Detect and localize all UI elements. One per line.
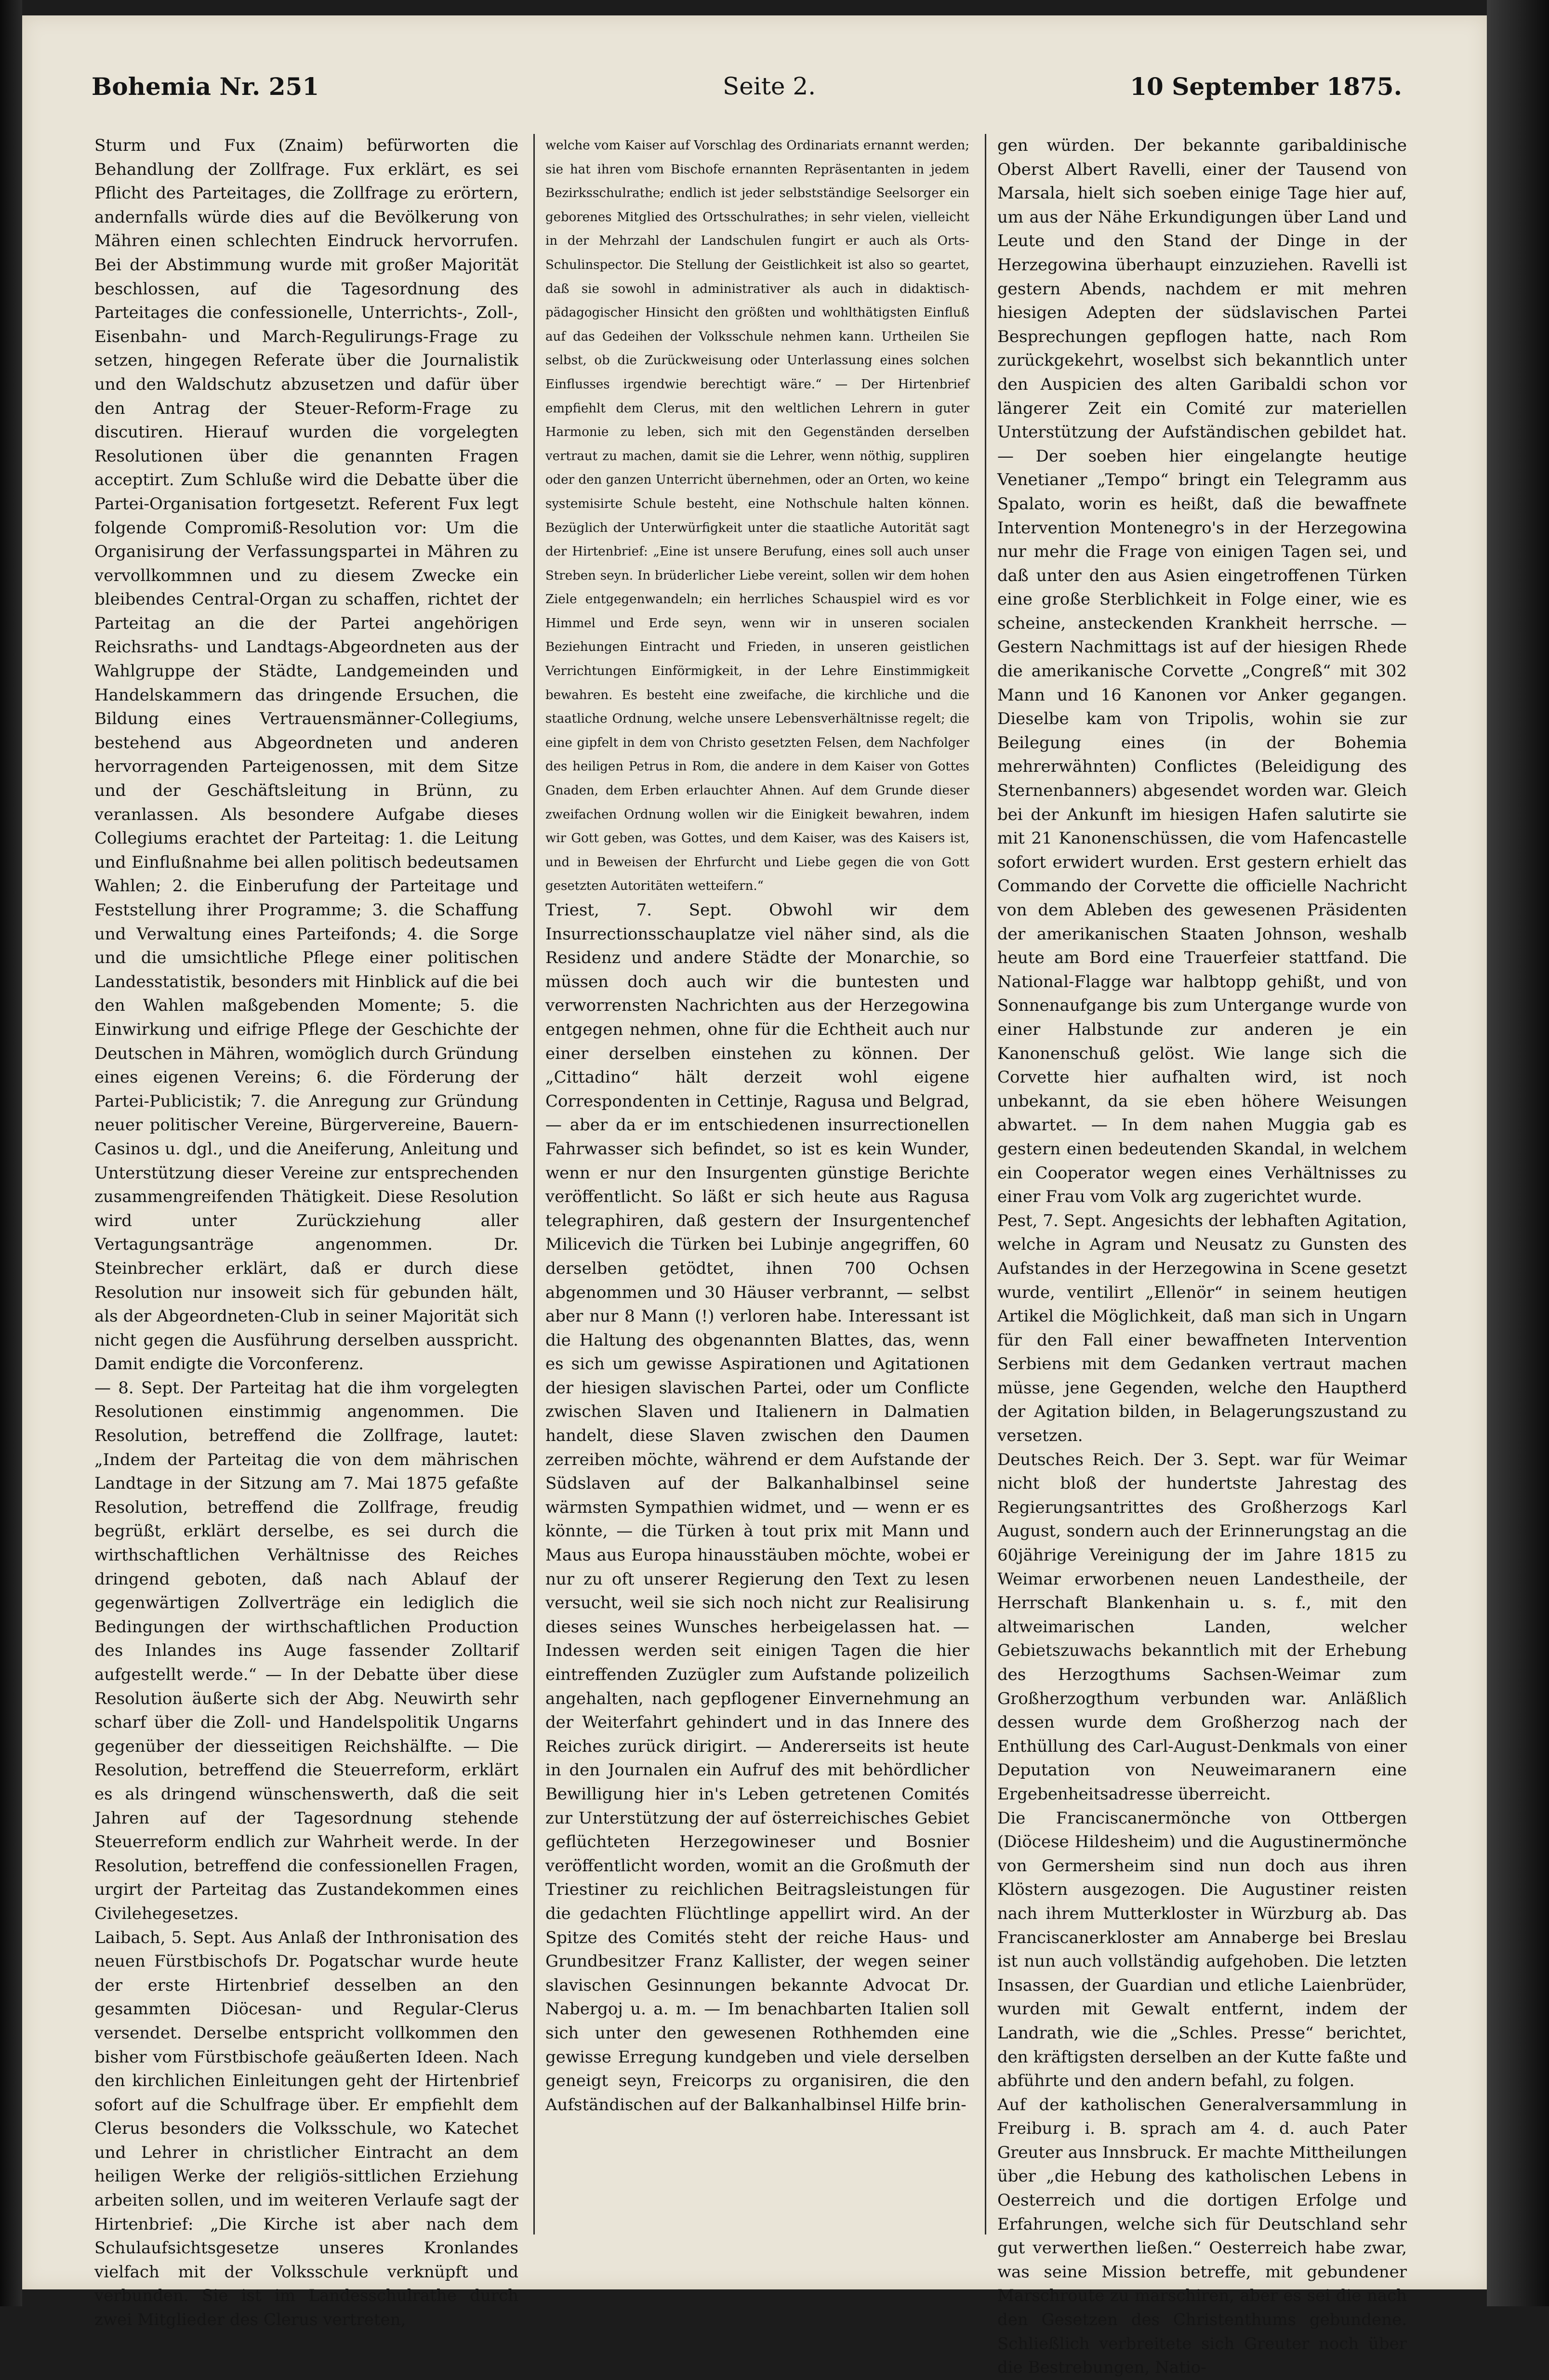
article-paragraph: Die Franciscanermönche von Ottbergen (Diöcese Hildesheim) und die Augustinermönche von Germersheim sind nun doch aus ihren Klöstern ausgezogen. Die Augustiner reisten nach ihrem Mutterkloster in Würzburg ab. Das Franciscanerkloster am Annaberge bei Breslau ist nun auch vollständig aufgehoben. Die letzten Insassen, der Guardian und etliche Laienbrüder, wurden mit Gewalt entfernt, indem der Landrath, wie die „Schles. Presse“ berichtet, den kräftigsten derselben an der Kutte faßte und abführte und den andern befahl, zu folgen. (997, 1808, 1407, 2091)
column-rule (985, 134, 986, 2235)
column-3 (997, 134, 1407, 2378)
article-paragraph: — 8. Sept. Der Parteitag hat die ihm vorgelegten Resolutionen einstimmig angenommen. Die Resolution, betreffend die Zollfrage, lautet: „Indem der Parteitag die von dem mährischen Landtage in der Sitzung am 7. Mai 1875 gefaßte Resolution, betreffend die Zollfrage, freudig begrüßt, erklärt derselbe, es sei durch die wirthschaftlichen Verhältnisse des Reiches dringend geboten, daß nach Ablauf der gegenwärtigen Zollverträge ein lediglich die Bedingungen der wirthschaftlichen Production des Inlandes ins Auge fassender Zolltarif aufgestellt werde.“ — In der Debatte über diese Resolution äußerte sich der Abg. Neuwirth sehr scharf über die Zoll- und Handelspolitik Ungarns gegenüber der diesseitigen Reichshälfte. — Die Resolution, betreffend die Steuerreform, erklärt es als dringend wünschenswerth, daß die seit Jahren auf der Tagesordnung stehende Steuerreform endlich zur Wahrheit werde. In der Resolution, betreffend die confessionellen Fragen, urgirt der Parteitag das Zustandekommen eines Civilehegesetzes. (94, 1378, 518, 1923)
issue-date: 10 September 1875. (1130, 72, 1402, 101)
article-paragraph: gen würden. Der bekannte garibaldinische Oberst Albert Ravelli, einer der Tausend von Marsala, hielt sich soeben einige Tage hier auf, um aus der Nähe Erkundigungen über Land und Leute und den Stand der Dinge in der Herzegowina überhaupt einzuziehen. Ravelli ist gestern Abends, nachdem er mit mehren hiesigen Adepten der südslavischen Partei Besprechungen gepflogen hatte, nach Rom zurückgekehrt, woselbst sich bekanntlich unter den Auspicien des alten Garibaldi schon vor längerer Zeit ein Comité zur materiellen Unterstützung der Aufständischen gebildet hat. — Der soeben hier eingelangte heutige Venetianer „Tempo“ bringt ein Telegramm aus Spalato, worin es heißt, daß die bewaffnete Intervention Montenegro's in der Herzegowina nur mehr die Frage von einigen Tagen sei, und daß unter den aus Asien eingetroffenen Türken eine große Sterblichkeit in Folge einer, wie es scheine, ansteckenden Krankheit herrsche. — Gestern Nachmittags ist auf der hiesigen Rhede die amerikanische Corvette „Congreß“ mit 302 Mann und 16 Kanonen vor Anker gegangen. Dieselbe kam von Tripolis, wohin sie zur Beilegung eines (in der Bohemia mehrerwähnten) Conflictes (Beleidigung des Sternenbanners) abgesendet worden war. Gleich bei der Ankunft im hiesigen Hafen salutirte sie mit 21 Kanonenschüssen, die vom Hafencastelle sofort erwidert wurden. Erst gestern erhielt das Commando der Corvette die officielle Nachricht von dem Ableben des gewesenen Präsidenten der amerikanischen Staaten Johnson, weshalb heute am Bord eine Trauerfeier stattfand. Die National-Flagge war halbtopp gehißt, und von Sonnenaufgange bis zum Untergange wurde von einer Halbstunde zur anderen je ein Kanonenschuß gelöst. Wie lange sich die Corvette hier aufhalten wird, ist noch unbekannt, da sie eben höhere Weisungen abwartet. — In dem nahen Muggia gab es gestern einen bedeutenden Skandal, in welchem ein Cooperator wegen eines Verhältnisses zu einer Frau vom Volk arg zugerichtet wurde. (997, 136, 1407, 1207)
article-paragraph: Sturm und Fux (Znaim) befürworten die Behandlung der Zollfrage. Fux erklärt, es sei Pflicht des Parteitages, die Zollfrage zu erörtern, andernfalls würde dies auf die Bevölkerung von Mähren einen schlechten Eindruck hervorrufen. Bei der Abstimmung wurde mit großer Majorität beschlossen, auf die Tagesordnung des Parteitages die confessionelle, Unterrichts-, Zoll-, Eisenbahn- und March-Regulirungs-Frage zu setzen, hingegen Referate über die Journalistik und den Waldschutz abzusetzen und dafür über den Antrag der Steuer-Reform-Frage zu discutiren. Hierauf wurden die vorgelegten Resolutionen über die genannten Fragen acceptirt. Zum Schluße wird die Debatte über die Partei-Organisation fortgesetzt. Referent Fux legt folgende Compromiß-Resolution vor: Um die Organisirung der Verfassungspartei in Mähren zu vervollkommnen und zu diesem Zwecke ein bleibendes Central-Organ zu schaffen, richtet der Parteitag an die der Partei angehörigen Reichsraths- und Landtags-Abgeordneten aus der Wahlgruppe der Städte, Landgemeinden und Handelskammern das dringende Ersuchen, die Bildung eines Vertrauensmänner-Collegiums, bestehend aus Abgeordneten und anderen hervorragenden Parteigenossen, mit dem Sitze und der Geschäftsleitung in Brünn, zu veranlassen. Als besondere Aufgabe dieses Collegiums erachtet der Parteitag: 1. die Leitung und Einflußnahme bei allen politisch bedeutsamen Wahlen; 2. die Einberufung der Parteitage und Feststellung ihrer Programme; 3. die Schaffung und Verwaltung eines Parteifonds; 4. die Sorge und die umsichtliche Pflege einer politischen Landesstatistik, besonders mit Hinblick auf die bei den Wahlen maßgebenden Momente; 5. die Einwirkung und eifrige Pflege der Geschichte der Deutschen in Mähren, womöglich durch Gründung eines eigenen Vereins; 6. die Förderung der Partei-Publicistik; 7. die Anregung zur Gründung neuer politischer Vereine, Bürgervereine, Bauern-Casinos u. dgl., und die Aneiferung, Anleitung und Unterstützung dieser Vereine zur entsprechenden zusammengreifenden Thätigkeit. Diese Resolution wird unter Zurückziehung aller Vertagungsanträge angenommen. Dr. Steinbrecher erklärt, daß er durch diese Resolution nur insoweit sich für gebunden hält, als der Abgeordneten-Club in seiner Majorität sich nicht gegen die Ausführung derselben ausspricht. Damit endigte die Vorconferenz. (94, 136, 518, 1374)
page-header (92, 72, 1402, 116)
column-2 (545, 134, 969, 2230)
column-rule (533, 134, 535, 2235)
article-paragraph: Triest, 7. Sept. Obwohl wir dem Insurrectionsschauplatze viel näher sind, als die Residenz und andere Städte der Monarchie, so müssen doch auch wir die buntesten und verworrensten Nachrichten aus der Herzegowina entgegen nehmen, ohne für die Echtheit auch nur einer derselben einstehen zu können. Der „Cittadino“ hält derzeit wohl eigene Correspondenten in Cettinje, Ragusa und Belgrad, — aber da er im entschiedenen insurrectionellen Fahrwasser sich befindet, so ist es kein Wunder, wenn er nur den Insurgenten günstige Berichte veröffentlicht. So läßt er sich heute aus Ragusa telegraphiren, daß gestern der Insurgentenchef Milicevich die Türken bei Lubinje angegriffen, 60 derselben getödtet, ihnen 700 Ochsen abgenommen und 30 Häuser verbrannt, — selbst aber nur 8 Mann (!) verloren habe. Interessant ist die Haltung des obgenannten Blattes, das, wenn es sich um gewisse Aspirationen und Agitationen der hiesigen slavischen Partei, oder um Conflicte zwischen Slaven und Italienern in Dalmatien handelt, diese Slaven zwischen den Daumen zerreiben möchte, während er dem Aufstande der Südslaven auf der Balkanhalbinsel seine wärmsten Sympathien widmet, und — wenn er es könnte, — die Türken à tout prix mit Mann und Maus aus Europa hinausstäuben möchte, wobei er nur zu oft unserer Regierung den Text zu lesen versucht, weil sie sich noch nicht zur Realisirung dieses seines Wunsches herbeigelassen hat. — Indessen werden seit einigen Tagen die hier eintreffenden Zuzügler zum Aufstande polizeilich angehalten, nach gepflogener Einvernehmung an der Weiterfahrt gehindert und in das Innere des Reiches zurück dirigirt. — Andererseits ist heute in den Journalen ein Aufruf des mit behördlicher Bewilligung hier in's Leben getretenen Comités zur Unterstützung der auf österreichisches Gebiet geflüchteten Herzegowineser und Bosnier veröffentlicht worden, womit an die Großmuth der Triestiner zu reichlichen Beitragsleistungen für die gedachten Flüchtlinge appellirt wird. An der Spitze des Comités steht der reiche Haus- und Grundbesitzer Franz Kallister, der wegen seiner slavischen Gesinnungen bekannte Advocat Dr. Nabergoj u. a. m. — Im benachbarten Italien soll sich unter den gewesenen Rothhemden eine gewisse Erregung kundgeben und viele derselben geneigt seyn, Freicorps zu organisiren, die den Aufständischen auf der Balkanhalbinsel Hilfe brin- (545, 900, 969, 2115)
article-paragraph: welche vom Kaiser auf Vorschlag des Ordinariats ernannt werden; sie hat ihren vom Bischofe ernannten Repräsentanten in jedem Bezirksschulrathe; endlich ist jeder selbstständige Seelsorger ein geborenes Mitglied des Ortsschulrathes; in sehr vielen, vielleicht in der Mehrzahl der Landschulen fungirt er auch als Orts-Schulinspector. Die Stellung der Geistlichkeit ist also so geartet, daß sie sowohl in administrativer als auch in didaktisch-pädagogischer Hinsicht den größten und wohlthätigsten Einfluß auf das Gedeihen der Volksschule nehmen kann. Urtheilen Sie selbst, ob die Zurückweisung oder Unterlassung eines solchen Einflusses irgendwie berechtigt wäre.“ — Der Hirtenbrief empfiehlt dem Clerus, mit den weltlichen Lehrern in guter Harmonie zu leben, sich mit den Gegenständen derselben vertraut zu machen, damit sie die Lehrer, wenn nöthig, suppliren oder den ganzen Unterricht übernehmen, oder an Orten, wo keine systemisirte Schule besteht, eine Nothschule halten können. Bezüglich der Unterwürfigkeit unter die staatliche Autorität sagt der Hirtenbrief: „Eine ist unsere Berufung, eines soll auch unser Streben seyn. In brüderlicher Liebe vereint, sollen wir dem hohen Ziele entgegenwandeln; ein herrliches Schauspiel wird es vor Himmel und Erde seyn, wenn wir in unseren socialen Beziehungen Eintracht und Frieden, in unseren geistlichen Verrichtungen Einförmigkeit, in der Lehre Einstimmigkeit bewahren. Es besteht eine zweifache, die kirchliche und die staatliche Ordnung, welche unsere Lebensverhältnisse regelt; die eine gipfelt in dem von Christo gesetzten Felsen, dem Nachfolger des heiligen Petrus in Rom, die andere in dem Kaiser von Gottes Gnaden, dem Erben erlauchter Ahnen. Auf dem Grunde dieser zweifachen Ordnung wollen wir die Einigkeit bewahren, indem wir Gott geben, was Gottes, und dem Kaiser, was des Kaisers ist, und in Beweisen der Ehrfurcht und Liebe gegen die von Gott gesetzten Autoritäten wetteifern.“ (545, 138, 969, 894)
scan-border-right (1487, 0, 1549, 2306)
article-paragraph: Laibach, 5. Sept. Aus Anlaß der Inthronisation des neuen Fürstbischofs Dr. Pogatschar wurde heute der erste Hirtenbrief desselben an den gesammten Diöcesan- und Regular-Clerus versendet. Derselbe entspricht vollkommen den bisher vom Fürstbischofe geäußerten Ideen. Nach den kirchlichen Einleitungen geht der Hirtenbrief sofort auf die Schulfrage über. Er empfiehlt dem Clerus besonders die Volksschule, wo Katechet und Lehrer in christlicher Eintracht an dem heiligen Werke der religiös-sittlichen Erziehung arbeiten sollen, und im weiteren Verlaufe sagt der Hirtenbrief: „Die Kirche ist aber nach dem Schulaufsichtsgesetze unseres Kronlandes vielfach mit der Volksschule verknüpft und verbunden. Sie ist im Landesschulrathe durch zwei Mitglieder des Clerus vertreten, (94, 1928, 518, 2330)
article-paragraph: Auf der katholischen Generalversammlung in Freiburg i. B. sprach am 4. d. auch Pater Greuter aus Innsbruck. Er machte Mittheilungen über „die Hebung des katholischen Lebens in Oesterreich und die dortigen Erfolge und Erfahrungen, welche sich für Deutschland sehr gut verwerthen ließen.“ Oesterreich habe zwar, was seine Mission betreffe, mit gebundener Marschroute zu marschiren, aber es sei die nach den Gesetzen des Christenthums gebundene. Schließlich verbreitete sich Greuter noch über die Bestrebungen, Natio- (997, 2095, 1407, 2378)
article-paragraph: Pest, 7. Sept. Angesichts der lebhaften Agitation, welche in Agram und Neusatz zu Gunsten des Aufstandes in der Herzegowina in Scene gesetzt wurde, ventilirt „Ellenör“ in seinem heutigen Artikel die Möglichkeit, daß man sich in Ungarn für den Fall einer bewaffneten Intervention Serbiens mit dem Gedanken vertraut machen müsse, jene Gegenden, welche den Hauptherd der Agitation bilden, in Belagerungszustand zu versetzen. (997, 1211, 1407, 1446)
column-1 (94, 134, 518, 2330)
article-paragraph: Deutsches Reich. Der 3. Sept. war für Weimar nicht bloß der hundertste Jahrestag des Regierungsantrittes des Großherzogs Karl August, sondern auch der Erinnerungstag an die 60jährige Vereinigung der im Jahre 1815 zu Weimar erworbenen neuen Landestheile, der Herrschaft Blankenhain u. s. f., mit den altweimarischen Landen, welcher Gebietszuwachs bekanntlich mit der Erhebung des Herzogthums Sachsen-Weimar zum Großherzogthum verbunden war. Anläßlich dessen wurde dem Großherzog nach der Enthüllung des Carl-August-Denkmals von einer Deputation von Neuweimaranern eine Ergebenheitsadresse überreicht. (997, 1450, 1407, 1804)
masthead-issue: Bohemia Nr. 251 (92, 72, 319, 101)
page-number: Seite 2. (723, 72, 816, 100)
scan-border-left (0, 0, 22, 2306)
